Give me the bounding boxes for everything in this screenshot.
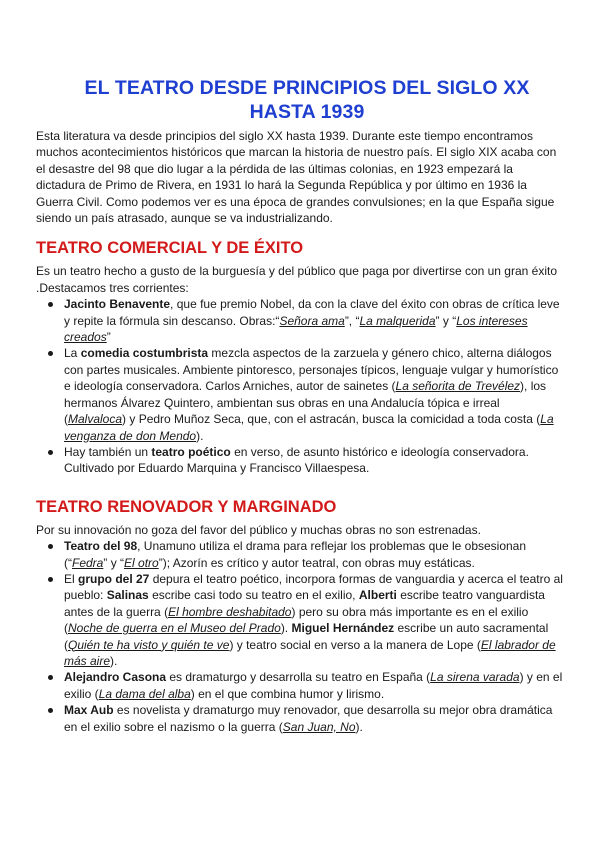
author-name: Miguel Hernández: [291, 621, 395, 636]
work-title: La malquerida: [359, 313, 436, 328]
bullet-icon: [48, 544, 53, 549]
text-run: ”, “: [344, 313, 360, 328]
text-run: ).: [355, 719, 363, 734]
work-title: Noche de guerra en el Museo del Prado: [68, 621, 281, 636]
author-name: Alejandro Casona: [64, 670, 167, 685]
work-title: La venganza de don Mendo: [64, 412, 554, 443]
bullet-icon: [48, 351, 53, 356]
text-run: ) y Pedro Muñoz Seca, que, con el astracán, busca la comicidad a toda costa (: [122, 412, 541, 427]
text-run: es novelista y dramaturgo muy renovador, que desarrolla su mejor obra dramática en el exilio sobre el nazismo o la guerra (: [64, 703, 553, 734]
text-run: ” y “: [103, 555, 125, 570]
text-run: ”: [106, 330, 111, 345]
text-run: escribe un auto sacramental (: [64, 621, 549, 652]
text-run: depura el teatro poético, incorpora formas de vanguardia y acerca el teatro al pueblo:: [64, 571, 563, 603]
bullet-icon: [48, 577, 53, 582]
text-run: mezcla aspectos de la zarzuela y género chico, alterna diálogos con partes musicales. Ambiente pintoresco, personajes típicos, lenguaje vulgar y humorístico e ideología conservadora. Carlos Arniches, autor de sainetes (: [64, 346, 559, 394]
bullet-icon: [48, 302, 53, 307]
text-run: ) y teatro social en verso a la manera de Lope (: [229, 637, 481, 652]
text-run: , Unamuno utiliza el drama para reflejar los problemas que le obsesionan (“: [64, 539, 527, 570]
work-title: La sirena varada: [430, 670, 520, 685]
group-name: grupo del 27: [78, 571, 150, 586]
work-title: Señora ama: [279, 313, 345, 328]
section-comercial-intro: Es un teatro hecho a gusto de la burguesía y del público que paga por divertirse con un gran éxito .Destacamos tres corrientes:: [36, 264, 558, 295]
section-heading-renovador: TEATRO RENOVADOR Y MARGINADO: [36, 497, 337, 516]
list-item: [61, 702, 564, 735]
renovador-list: [36, 538, 564, 735]
work-title: La dama del alba: [98, 686, 191, 701]
work-title: La señorita de Trevélez: [395, 379, 521, 394]
work-title: El hombre deshabitado: [168, 604, 292, 619]
list-item: [61, 296, 564, 345]
text-run: Hay también un: [64, 444, 152, 459]
text-run: ).: [110, 653, 118, 668]
text-run: ).: [196, 428, 204, 443]
list-item: [61, 669, 564, 702]
work-title: San Juan, No: [282, 719, 356, 734]
text-run: en verso, de asunto histórico e ideología conservadora. Cultivado por Eduardo Marquina y Francisco Villaespesa.: [64, 444, 529, 476]
genre-name: teatro poético: [151, 444, 231, 459]
comercial-list: [36, 296, 564, 476]
work-title: El labrador de más aire: [64, 637, 556, 668]
bullet-icon: [48, 675, 53, 680]
text-run: ”); Azorín es crítico y autor teatral, con obras muy estáticas.: [158, 555, 475, 570]
text-run: , que fue premio Nobel, da con la clave del éxito con obras de crítica leve y repite la fórmula sin descanso. Obras:“: [64, 297, 560, 328]
work-title: Quién te ha visto y quién te ve: [68, 637, 230, 652]
section-renovador-intro: Por su innovación no goza del favor del público y muchas obras no son estrenadas.: [36, 522, 481, 537]
work-title: Malvaloca: [68, 412, 123, 427]
page-title: EL TEATRO DESDE PRINCIPIOS DEL SIGLO XX HASTA 1939: [84, 77, 530, 123]
text-run: es dramaturgo y desarrolla su teatro en España (: [166, 670, 431, 685]
text-run: ) pero su obra más importante es en el exilio (: [64, 604, 529, 636]
list-item: [61, 571, 564, 669]
author-name: Max Aub: [64, 703, 114, 718]
author-name: Alberti: [358, 588, 397, 603]
bullet-icon: [48, 450, 53, 455]
section-heading-comercial: TEATRO COMERCIAL Y DE ÉXITO: [36, 239, 304, 258]
text-run: ) y en el exilio (: [64, 670, 563, 701]
author-name: Jacinto Benavente: [64, 297, 171, 312]
text-run: ) en el que combina humor y lirismo.: [190, 686, 385, 701]
author-name: Salinas: [106, 588, 149, 603]
group-name: Teatro del 98: [64, 539, 138, 554]
text-run: escribe teatro vanguardista antes de la guerra (: [64, 588, 545, 619]
work-title: Fedra: [72, 555, 104, 570]
genre-name: comedia costumbrista: [80, 346, 209, 361]
work-title: El otro: [124, 555, 159, 570]
list-item: [61, 444, 564, 477]
list-item: [61, 345, 564, 443]
text-run: El: [64, 571, 79, 586]
intro-paragraph: Esta literatura va desde principios del siglo XX hasta 1939. Durante este tiempo encontramos muchos acontecimientos históricos que marcan la historia de nuestro país. El siglo XIX acaba con el desastre del 98 que dio lugar a la pérdida de las últimas colonias, en 1923 empezará la dictadura de Primo de Rivera, en 1931 lo hará la Segunda República y por último en 1936 la Guerra Civil. Como podemos ver es una época de grandes convulsiones; en la que España sigue siendo un país atrasado, aunque se va industrializando.: [36, 129, 557, 226]
text-run: La: [64, 346, 81, 361]
text-run: escribe casi todo su teatro en el exilio,: [148, 588, 359, 603]
work-title: Los intereses creados: [64, 313, 528, 345]
bullet-icon: [48, 708, 53, 713]
list-item: [61, 538, 564, 571]
text-run: ), los hermanos Álvarez Quintero, ambientan sus obras en una Andalucía tópica e irreal (: [64, 379, 547, 427]
text-run: ).: [280, 621, 292, 636]
text-run: ” y “: [435, 313, 457, 328]
